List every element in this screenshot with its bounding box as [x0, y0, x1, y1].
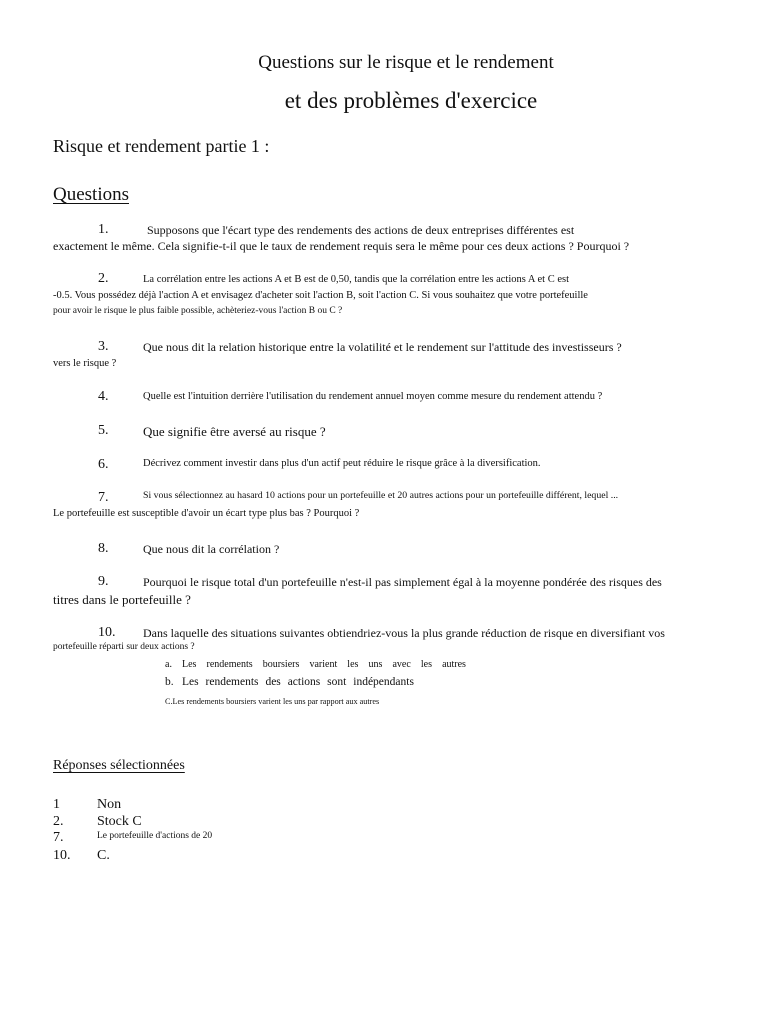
question-text: Que nous dit la corrélation ?: [143, 542, 280, 556]
question-text: La corrélation entre les actions A et B est de 0,50, tandis que la corrélation entre les actions A et C est: [143, 274, 569, 285]
question-text: portefeuille réparti sur deux actions ?: [53, 642, 195, 652]
question-number: 3.: [98, 339, 109, 354]
option-text: Les rendements des actions sont indépendants: [182, 676, 414, 688]
answers-heading: Réponses sélectionnées: [53, 758, 185, 773]
question-text: Que signifie être aversé au risque ?: [143, 424, 326, 439]
part-heading: Risque et rendement partie 1 :: [53, 136, 270, 156]
option-marker: b.: [165, 676, 174, 688]
question-text: Pourquoi le risque total d'un portefeuille n'est-il pas simplement égal à la moyenne pondérée des risques des: [143, 575, 662, 589]
question-text: exactement le même. Cela signifie-t-il que le taux de rendement requis sera le même pour ces deux actions ? Pourquoi ?: [53, 239, 630, 253]
question-number: 9.: [98, 574, 109, 589]
option-text: Les rendements boursiers varient les uns avec les autres: [182, 659, 466, 670]
question-text: Supposons que l'écart type des rendements des actions de deux entreprises différentes est: [147, 223, 575, 237]
question-text: -0.5. Vous possédez déjà l'action A et envisagez d'acheter soit l'action B, soit l'action C. Si vous souhaitez que votre portefeuille: [53, 290, 588, 301]
question-text: pour avoir le risque le plus faible possible, achèteriez-vous l'action B ou C ?: [53, 306, 343, 316]
question-number: 7.: [98, 490, 109, 505]
option-marker: a.: [165, 659, 172, 670]
option-text: C.Les rendements boursiers varient les uns par rapport aux autres: [165, 697, 380, 706]
question-text: Si vous sélectionnez au hasard 10 actions pour un portefeuille et 20 autres actions pour un portefeuille différent, lequel ...: [143, 490, 619, 501]
answer-number: 10.: [53, 848, 71, 863]
title-line-2: et des problèmes d'exercice: [284, 88, 538, 113]
question-number: 2.: [98, 271, 109, 286]
question-number: 10.: [98, 625, 116, 640]
question-text: titres dans le portefeuille ?: [53, 592, 191, 607]
answer-number: 1: [53, 797, 60, 812]
answer-value: C.: [97, 848, 110, 863]
question-number: 8.: [98, 541, 109, 556]
question-text: Quelle est l'intuition derrière l'utilisation du rendement annuel moyen comme mesure du rendement attendu ?: [143, 391, 603, 402]
question-number: 6.: [98, 457, 109, 472]
question-text: Dans laquelle des situations suivantes obtiendriez-vous la plus grande réduction de risque en diversifiant vos: [143, 626, 665, 640]
answer-number: 2.: [53, 814, 64, 829]
question-text: Le portefeuille est susceptible d'avoir un écart type plus bas ? Pourquoi ?: [53, 508, 360, 519]
question-text: Décrivez comment investir dans plus d'un actif peut réduire le risque grâce à la diversification.: [143, 458, 541, 469]
question-text: vers le risque ?: [53, 358, 117, 369]
question-text: Que nous dit la relation historique entre la volatilité et le rendement sur l'attitude des investisseurs ?: [143, 340, 622, 354]
title-line-1: Questions sur le risque et le rendement: [258, 52, 554, 73]
answer-number: 7.: [53, 830, 64, 845]
question-number: 4.: [98, 389, 109, 404]
question-number: 5.: [98, 423, 109, 438]
question-number: 1.: [98, 222, 109, 237]
answer-value: Stock C: [97, 814, 142, 829]
answer-value: Non: [97, 797, 122, 812]
answer-value: Le portefeuille d'actions de 20: [97, 831, 213, 841]
questions-heading: Questions: [53, 184, 129, 205]
